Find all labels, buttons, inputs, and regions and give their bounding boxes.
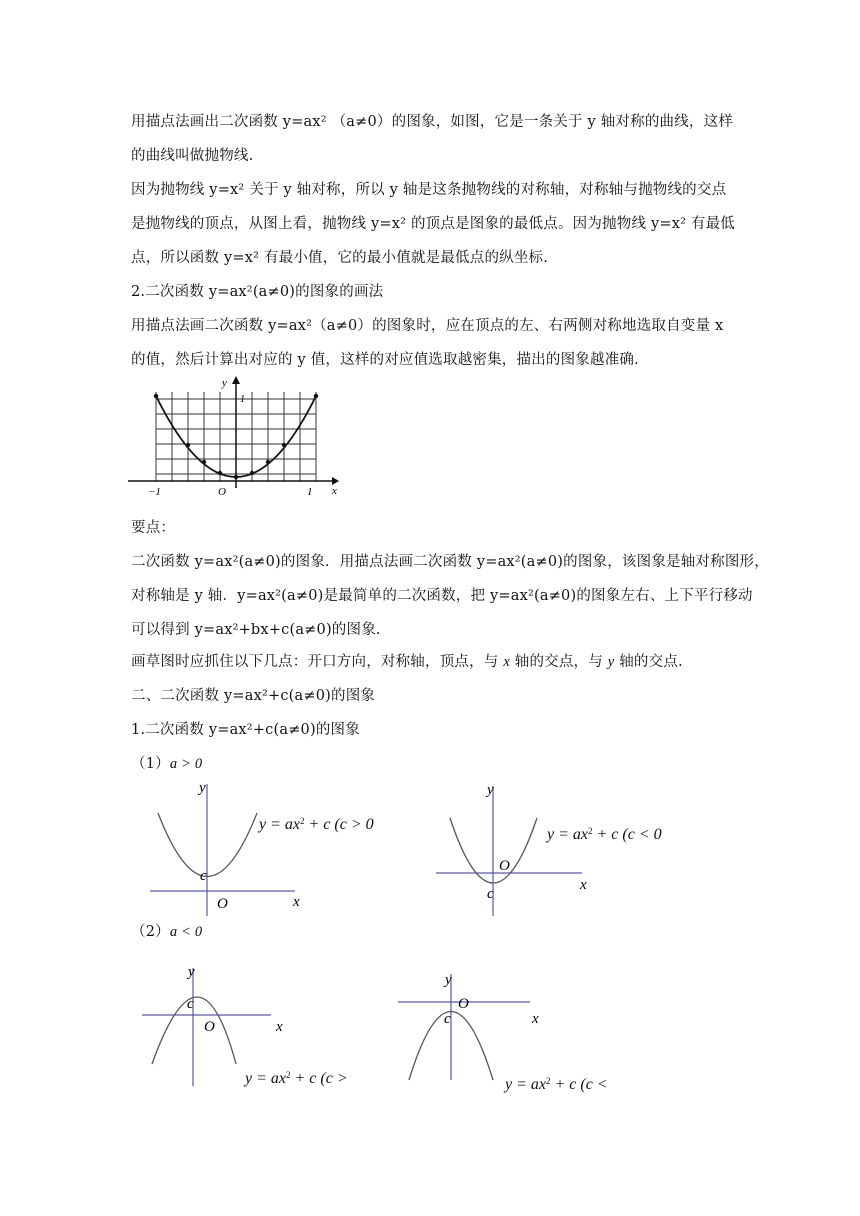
x-var: x <box>503 654 510 670</box>
paragraph-line: 对称轴是 y 轴．y=ax²(a≠0)是最简单的二次函数，把 y=ax²(a≠0)的图象左右、上下平行移动 <box>131 588 753 604</box>
text-span: 画草图时应抓住以下几点：开口方向，对称轴，顶点，与 <box>131 654 504 670</box>
formula-exp: 2 <box>286 1070 291 1080</box>
paragraph-line: 用描点法画二次函数 y=ax²（a≠0）的图象时，应在顶点的左、右两侧对称地选取自变量 x <box>131 318 724 334</box>
formula-main: y = ax <box>547 826 588 843</box>
origin-label: O <box>458 996 469 1012</box>
case-heading <box>131 922 202 942</box>
formula-cond: (c < <box>580 1076 608 1093</box>
formula-exp: 2 <box>546 1076 551 1086</box>
y-arrow <box>232 376 240 384</box>
text-span: 轴的交点. <box>614 654 683 670</box>
paragraph-line: 用描点法画出二次函数 y=ax² （a≠0）的图象，如图，它是一条关于 y 轴对称的曲线，这样 <box>131 114 734 130</box>
c-label: c <box>487 886 494 902</box>
section-heading: 二、二次函数 y=ax²+c(a≠0)的图象 <box>131 688 376 704</box>
origin-label: O <box>218 486 226 498</box>
c-label: c <box>187 996 194 1012</box>
case-heading <box>131 754 202 774</box>
formula <box>245 1070 348 1088</box>
x-axis-label: x <box>532 1011 539 1027</box>
paragraph-line: 的曲线叫做抛物线. <box>131 148 254 164</box>
origin-label: O <box>204 1019 215 1035</box>
left-tick-label: −1 <box>148 486 161 498</box>
c-label: c <box>200 868 207 884</box>
paragraph-line: 可以得到 y=ax²+bx+c(a≠0)的图象. <box>131 622 381 638</box>
formula-rest: + c <box>290 1070 317 1087</box>
x-axis-label: x <box>580 877 587 893</box>
formula-cond: (c > <box>320 1070 348 1087</box>
parabola-curve <box>152 997 236 1064</box>
y-axis-label: y <box>487 782 494 798</box>
case-number: （1） <box>131 756 170 772</box>
formula <box>547 826 662 844</box>
formula-rest: + c <box>592 826 619 843</box>
grid-parabola-figure <box>126 378 346 498</box>
y-axis-label: y <box>222 377 227 389</box>
section-heading: 2.二次函数 y=ax²(a≠0)的图象的画法 <box>131 284 384 300</box>
formula-cond: (c < 0 <box>622 826 662 843</box>
paragraph-line <box>131 652 683 672</box>
formula-rest: + c <box>550 1076 577 1093</box>
origin-label: O <box>217 896 228 912</box>
formula <box>259 816 374 834</box>
paragraph-line: 是抛物线的顶点，从图上看，抛物线 y=x² 的顶点是图象的最低点。因为抛物线 y=x² 有最低 <box>131 216 735 232</box>
right-tick-label: 1 <box>307 486 313 498</box>
case-number: （2） <box>131 924 170 940</box>
x-axis-label: x <box>332 485 337 497</box>
key-points-label: 要点： <box>131 520 176 536</box>
y-axis-label: y <box>199 780 206 796</box>
graph-upward-c-negative <box>432 778 592 918</box>
sub-heading: 1.二次函数 y=ax²+c(a≠0)的图象 <box>131 722 360 738</box>
y-var: y <box>607 654 615 670</box>
graph-downward-c-negative <box>394 968 554 1088</box>
x-arrow <box>332 477 339 485</box>
formula-main: y = ax <box>505 1076 546 1093</box>
paragraph-line: 因为抛物线 y=x² 关于 y 轴对称，所以 y 轴是这条抛物线的对称轴，对称轴与抛物线的交点 <box>131 182 727 198</box>
text-span: 轴的交点，与 <box>509 654 608 670</box>
formula-main: y = ax <box>245 1070 286 1087</box>
y-axis-label: y <box>188 964 195 980</box>
formula-exp: 2 <box>300 816 305 826</box>
paragraph-line: 的值，然后计算出对应的 y 值，这样的对应值选取越密集，描出的图象越准确. <box>131 352 639 368</box>
formula <box>505 1076 608 1094</box>
case-condition: a > 0 <box>169 756 203 772</box>
x-axis-label: x <box>293 894 300 910</box>
graph-upward-c-positive <box>145 780 305 920</box>
y-axis-label: y <box>445 972 452 988</box>
origin-label: O <box>499 858 510 874</box>
formula-main: y = ax <box>259 816 300 833</box>
formula-cond: (c > 0 <box>334 816 374 833</box>
top-tick-label: 1 <box>240 394 245 405</box>
case-condition: a < 0 <box>169 924 203 940</box>
formula-exp: 2 <box>588 826 593 836</box>
c-label: c <box>444 1011 451 1027</box>
paragraph-line: 点，所以函数 y=x² 有最小值，它的最小值就是最低点的纵坐标. <box>131 250 549 266</box>
paragraph-line: 二次函数 y=ax²(a≠0)的图象．用描点法画二次函数 y=ax²(a≠0)的图象，该图象是轴对称图形， <box>131 554 769 570</box>
formula-rest: + c <box>304 816 331 833</box>
x-axis-label: x <box>276 1019 283 1035</box>
